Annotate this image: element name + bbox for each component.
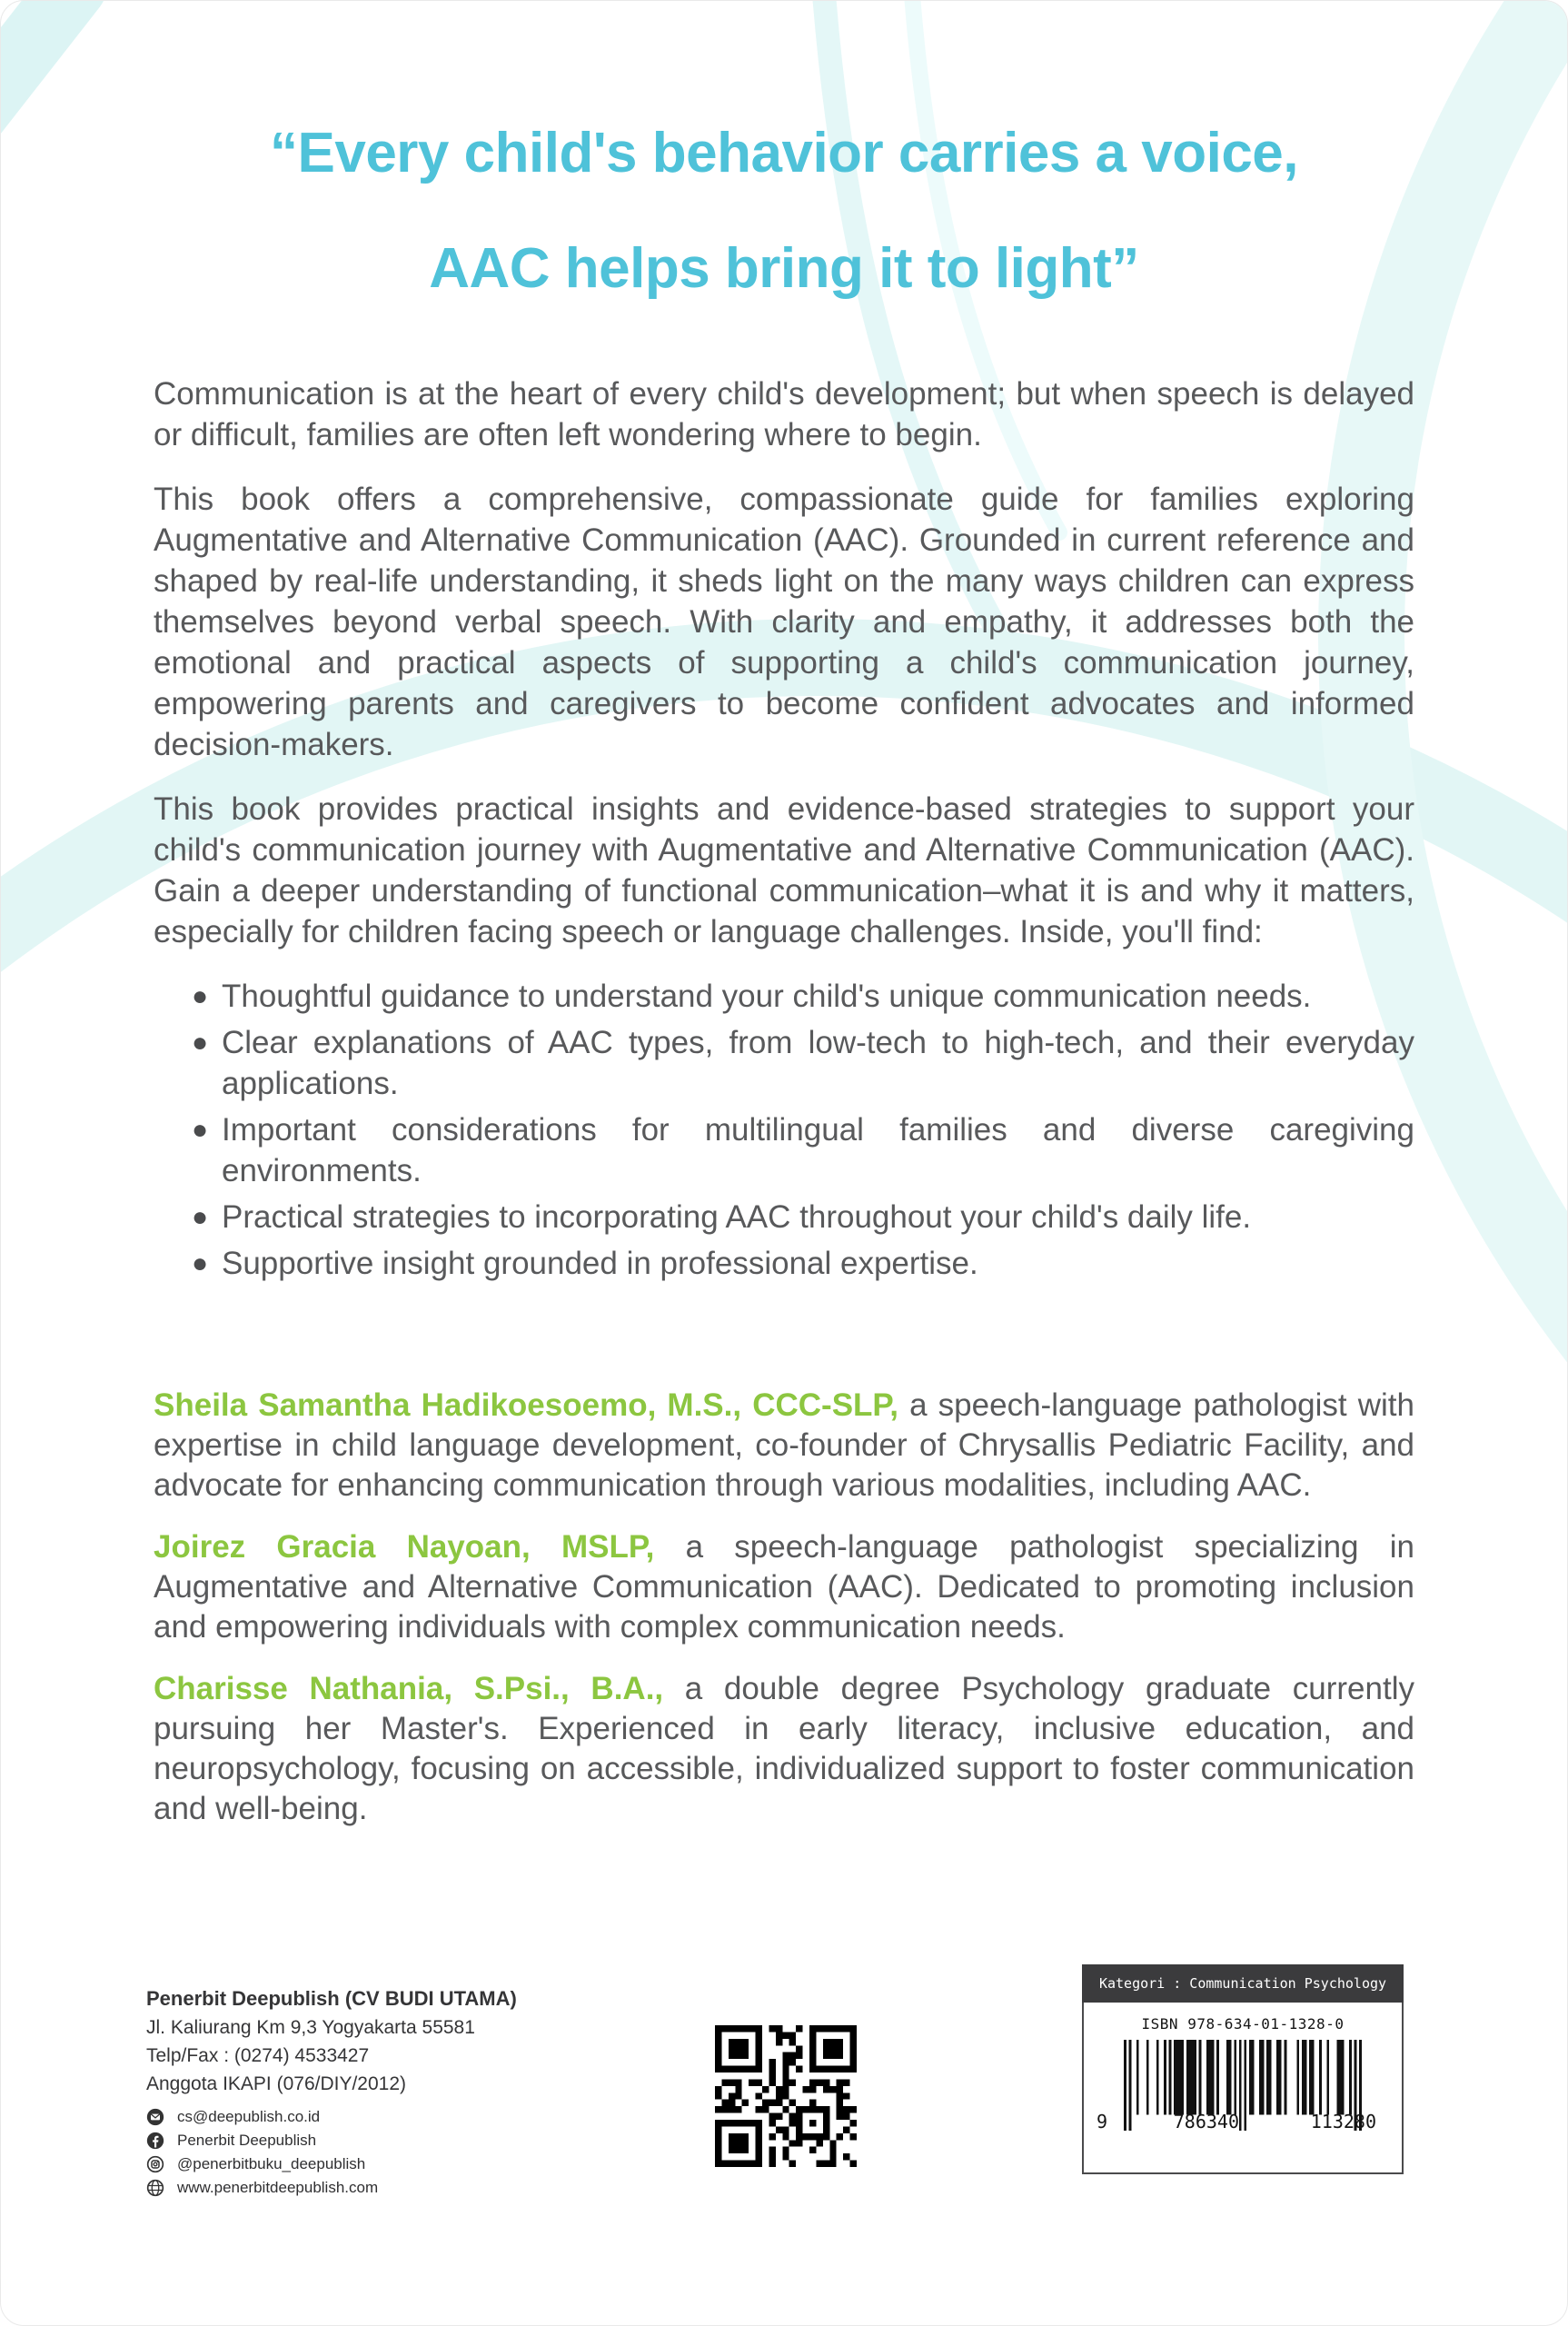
list-item [154,1243,1414,1284]
author-bio-text: a double degree Psychology graduate currently pursuing her Master's. Experienced in early literacy, inclusive education, and neuropsychology, focusing on accessible, individualized support to foster communication and well-being. [154,1671,1414,1827]
bullet-icon: ● [192,981,209,1012]
contact-row [146,2152,728,2176]
list-item-text: Practical strategies to incorporating AAC throughout your child's daily life. [222,1199,1252,1236]
synopsis-paragraph: This book offers a comprehensive, compassionate guide for families exploring Augmentative and Alternative Communication (AAC). Grounded in current reference and shaped by real-life understanding, it sheds light on the many ways children can express themselves beyond verbal speech. With clarity and empathy, it addresses both the emotional and practical aspects of supporting a child's communication journey, empowering parents and caregivers to become confident advocates and informed decision-makers. [154,482,1414,763]
synopsis-paragraph: This book provides practical insights and evidence-based strategies to support your child's communication journey with Augmentative and Alternative Communication (AAC). Gain a deeper understanding of functional communication–what it is and why it matters, especially for children facing speech or language challenges. Inside, you'll find: [154,791,1414,950]
list-item [154,1109,1414,1191]
list-item-text: Clear explanations of AAC types, from low-tech to high-tech, and their everyday applications. [222,1025,1414,1102]
contact-row [146,2176,728,2200]
email-icon [146,2108,164,2126]
list-item-text: Supportive insight grounded in professional expertise. [222,1246,978,1282]
author-name: Charisse Nathania, S.Psi., B.A., [154,1671,664,1707]
barcode-digit-group: 113280 [1310,2111,1376,2132]
bullet-icon: ● [192,1115,209,1146]
author-name: Joirez Gracia Nayoan, MSLP, [154,1529,655,1566]
author-bio [154,1386,1414,1506]
publisher-info [146,1984,728,2200]
facebook-icon [146,2132,164,2150]
feature-list [154,976,1414,1284]
publisher-membership: Anggota IKAPI (076/DIY/2012) [146,2073,407,2094]
author-bio [154,1527,1414,1647]
publisher-address: Jl. Kaliurang Km 9,3 Yogyakarta 55581 [146,2017,475,2038]
list-item-text: Important considerations for multilingual families and diverse caregiving environments. [222,1112,1414,1189]
barcode-body [1082,2003,1404,2174]
isbn-label: ISBN 978-634-01-1328-0 [1141,2015,1345,2033]
list-item-text: Thoughtful guidance to understand your child's unique communication needs. [222,979,1312,1015]
author-name: Sheila Samantha Hadikoesoemo, M.S., CCC-SLP, [154,1387,898,1424]
contact-row [146,2129,728,2152]
contact-text: www.penerbitdeepublish.com [177,2179,379,2196]
tagline-quote [154,95,1414,326]
barcode-digit-group: 9 [1097,2111,1108,2132]
tagline-line1: “Every child's behavior carries a voice, [269,122,1299,184]
bullet-icon: ● [192,1202,209,1233]
author-bio-text: a speech-language pathologist specializing in Augmentative and Alternative Communication (AAC). Dedicated to promoting inclusion and empowering individuals with complex communication needs. [154,1529,1414,1645]
publisher-name: Penerbit Deepublish (CV BUDI UTAMA) [146,1987,517,2010]
list-item [154,976,1414,1017]
qr-code [715,2025,857,2167]
publisher-contacts [146,2105,728,2200]
barcode-digits [1095,2111,1391,2132]
bullet-icon: ● [192,1028,209,1059]
list-item [154,1197,1414,1238]
author-bio-text: a speech-language pathologist with expertise in child language development, co-founder of Chrysallis Pediatric Facility, and advocate for enhancing communication through various modalities, including AAC. [154,1387,1414,1504]
barcode-digit-group: 786340 [1173,2111,1240,2132]
synopsis [154,373,1414,1829]
author-bio [154,1669,1414,1829]
category-label: Kategori : Communication Psychology [1082,1964,1404,2003]
globe-icon [146,2179,164,2197]
contact-text: Penerbit Deepublish [177,2132,317,2149]
publisher-phone: Telp/Fax : (0274) 4533427 [146,2045,370,2066]
contact-row [146,2105,728,2129]
list-item [154,1022,1414,1104]
contact-text: @penerbitbuku_deepublish [177,2155,366,2172]
cover-content [1,95,1567,1829]
author-bios [154,1386,1414,1829]
synopsis-paragraph: Communication is at the heart of every child's development; but when speech is delayed or difficult, families are often left wondering where to begin. [154,376,1414,453]
contact-text: cs@deepublish.co.id [177,2108,321,2125]
tagline-line2: AAC helps bring it to light” [429,237,1139,301]
isbn-barcode-box [1082,1964,1404,2174]
bullet-icon: ● [192,1248,209,1279]
instagram-icon [146,2155,164,2173]
